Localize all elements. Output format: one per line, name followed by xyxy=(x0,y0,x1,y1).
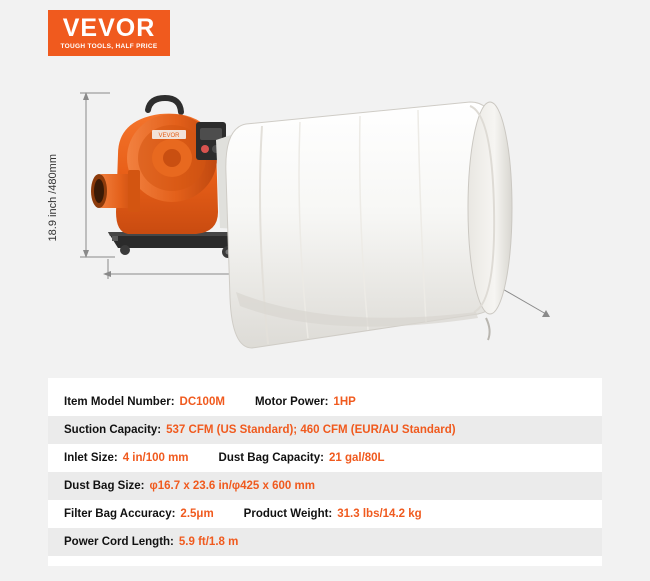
height-dimension-label: 18.9 inch /480mm xyxy=(47,154,59,242)
spec-value: 21 gal/80L xyxy=(328,452,385,464)
spec-key: Filter Bag Accuracy: xyxy=(64,508,176,520)
spec-cell xyxy=(64,452,189,464)
spec-value: 31.3 lbs/14.2 kg xyxy=(337,508,422,520)
spec-cell xyxy=(64,508,214,520)
spec-value: 1HP xyxy=(333,396,356,408)
table-row xyxy=(48,472,602,500)
specification-table xyxy=(48,378,602,566)
spec-value: 2.5μm xyxy=(180,508,214,520)
spec-value: DC100M xyxy=(179,396,225,408)
spec-cell xyxy=(64,480,315,492)
spec-cell xyxy=(64,536,238,548)
spec-value: 537 CFM (US Standard); 460 CFM (EUR/AU Standard) xyxy=(166,424,456,436)
spec-cell xyxy=(244,508,422,520)
spec-key: Product Weight: xyxy=(243,508,333,520)
spec-cell xyxy=(64,424,456,436)
spec-key: Dust Bag Capacity: xyxy=(218,452,324,464)
spec-key: Motor Power: xyxy=(254,396,329,408)
spec-key: Suction Capacity: xyxy=(64,424,162,436)
table-row xyxy=(48,388,602,416)
spec-key: Inlet Size: xyxy=(64,452,118,464)
spec-key: Item Model Number: xyxy=(64,396,175,408)
spec-cell xyxy=(255,396,356,408)
spec-cell xyxy=(64,396,225,408)
spec-cell xyxy=(219,452,385,464)
brand-tagline: TOUGH TOOLS, HALF PRICE xyxy=(60,42,158,50)
vevor-logo xyxy=(48,10,170,56)
dust-collector-illustration xyxy=(0,62,650,367)
spec-key: Dust Bag Size: xyxy=(64,480,145,492)
product-illustration xyxy=(0,62,650,367)
svg-text:VEVOR: VEVOR xyxy=(158,133,180,139)
spec-value: φ16.7 x 23.6 in/φ425 x 600 mm xyxy=(149,480,315,492)
table-row xyxy=(48,500,602,528)
table-row xyxy=(48,528,602,556)
spec-key: Power Cord Length: xyxy=(64,536,174,548)
spec-value: 5.9 ft/1.8 m xyxy=(178,536,239,548)
table-row xyxy=(48,416,602,444)
table-row xyxy=(48,444,602,472)
brand-name: VEVOR xyxy=(62,13,156,42)
spec-value: 4 in/100 mm xyxy=(122,452,189,464)
